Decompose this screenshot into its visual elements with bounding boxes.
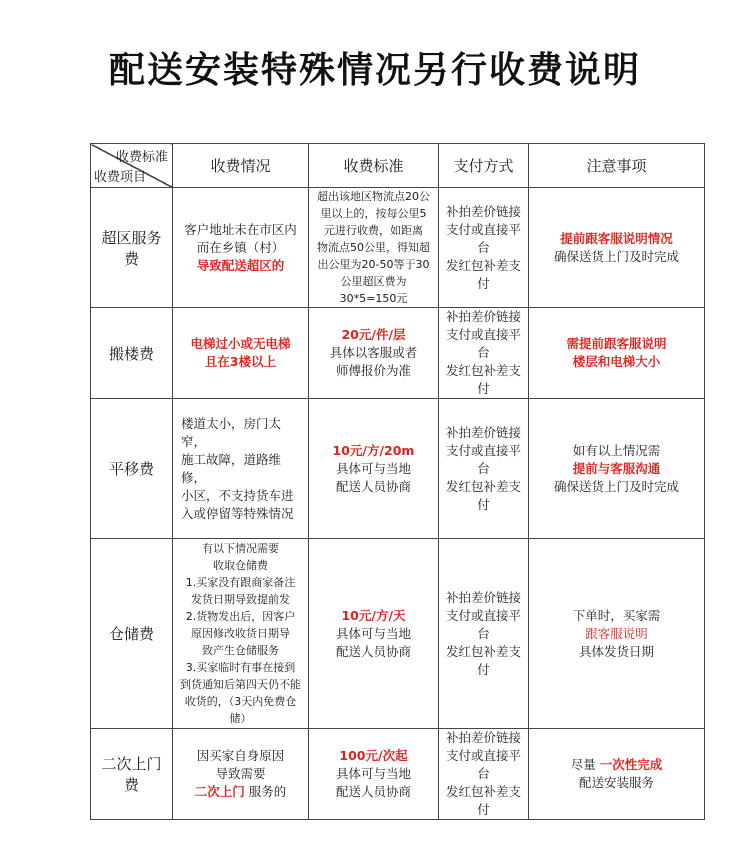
col-header-situation: 收费情况 xyxy=(173,144,309,188)
table-row xyxy=(91,399,705,539)
payment-cell: 补拍差价链接 支付或直接平台 发红包补差支付 xyxy=(439,729,529,820)
situation-cell: 客户地址未在市区内 而在乡镇（村） 导致配送超区的 xyxy=(173,188,309,308)
payment-cell: 补拍差价链接 支付或直接平台 发红包补差支付 xyxy=(439,188,529,308)
payment-cell: 补拍差价链接 支付或直接平台 发红包补差支付 xyxy=(439,539,529,729)
notes-cell: 尽量 一次性完成 配送安装服务 xyxy=(529,729,705,820)
notes-cell: 需提前跟客服说明 楼层和电梯大小 xyxy=(529,308,705,399)
notes-cell: 提前跟客服说明情况 确保送货上门及时完成 xyxy=(529,188,705,308)
diag-top-label: 收费标准 xyxy=(115,150,168,165)
situation-cell: 因买家自身原因 导致需要 二次上门 服务的 xyxy=(173,729,309,820)
standard-cell: 10元/方/天 具体可与当地 配送人员协商 xyxy=(309,539,439,729)
row-item-label: 仓储费 xyxy=(91,539,173,729)
payment-cell: 补拍差价链接 支付或直接平台 发红包补差支付 xyxy=(439,308,529,399)
standard-cell: 10元/方/20m 具体可与当地 配送人员协商 xyxy=(309,399,439,539)
situation-cell: 电梯过小或无电梯 且在3楼以上 xyxy=(173,308,309,399)
table-row xyxy=(91,539,705,729)
col-header-notes: 注意事项 xyxy=(529,144,705,188)
fee-table xyxy=(90,143,705,820)
standard-cell: 超出该地区物流点20公 里以上的，按每公里5 元进行收费，如距离 物流点50公里，得知超 出公里为20-50等于30 公里超区费为30*5=150元 xyxy=(309,188,439,308)
col-header-payment: 支付方式 xyxy=(439,144,529,188)
row-item-label: 平移费 xyxy=(91,399,173,539)
col-header-standard: 收费标准 xyxy=(309,144,439,188)
row-item-label: 超区服务费 xyxy=(91,188,173,308)
page-title: 配送安装特殊情况另行收费说明 xyxy=(108,50,641,91)
notes-cell: 下单时，买家需 跟客服说明 具体发货日期 xyxy=(529,539,705,729)
situation-cell: 楼道太小，房门太窄， 施工故障，道路维修， 小区，不支持货车进 入或停留等特殊情况 xyxy=(173,399,309,539)
table-row xyxy=(91,308,705,399)
table-row xyxy=(91,729,705,820)
diag-bottom-label: 收费项目 xyxy=(94,170,147,185)
payment-cell: 补拍差价链接 支付或直接平台 发红包补差支付 xyxy=(439,399,529,539)
notes-cell: 如有以上情况需 提前与客服沟通 确保送货上门及时完成 xyxy=(529,399,705,539)
row-item-label: 搬楼费 xyxy=(91,308,173,399)
table-header-row xyxy=(91,144,705,188)
standard-cell: 20元/件/层 具体以客服或者 师傅报价为准 xyxy=(309,308,439,399)
table-row xyxy=(91,188,705,308)
diagonal-header-cell xyxy=(91,144,173,188)
standard-cell: 100元/次起 具体可与当地 配送人员协商 xyxy=(309,729,439,820)
row-item-label: 二次上门费 xyxy=(91,729,173,820)
situation-cell: 有以下情况需要 收取仓储费 1.买家没有跟商家备注 发货日期导致提前发 2.货物发出后，因客户 原因修改收货日期导 致产生仓储服务 3.买家临时有事在接到 到货通知后第四天仍不能 收货的，（3天内免费仓储） xyxy=(173,539,309,729)
